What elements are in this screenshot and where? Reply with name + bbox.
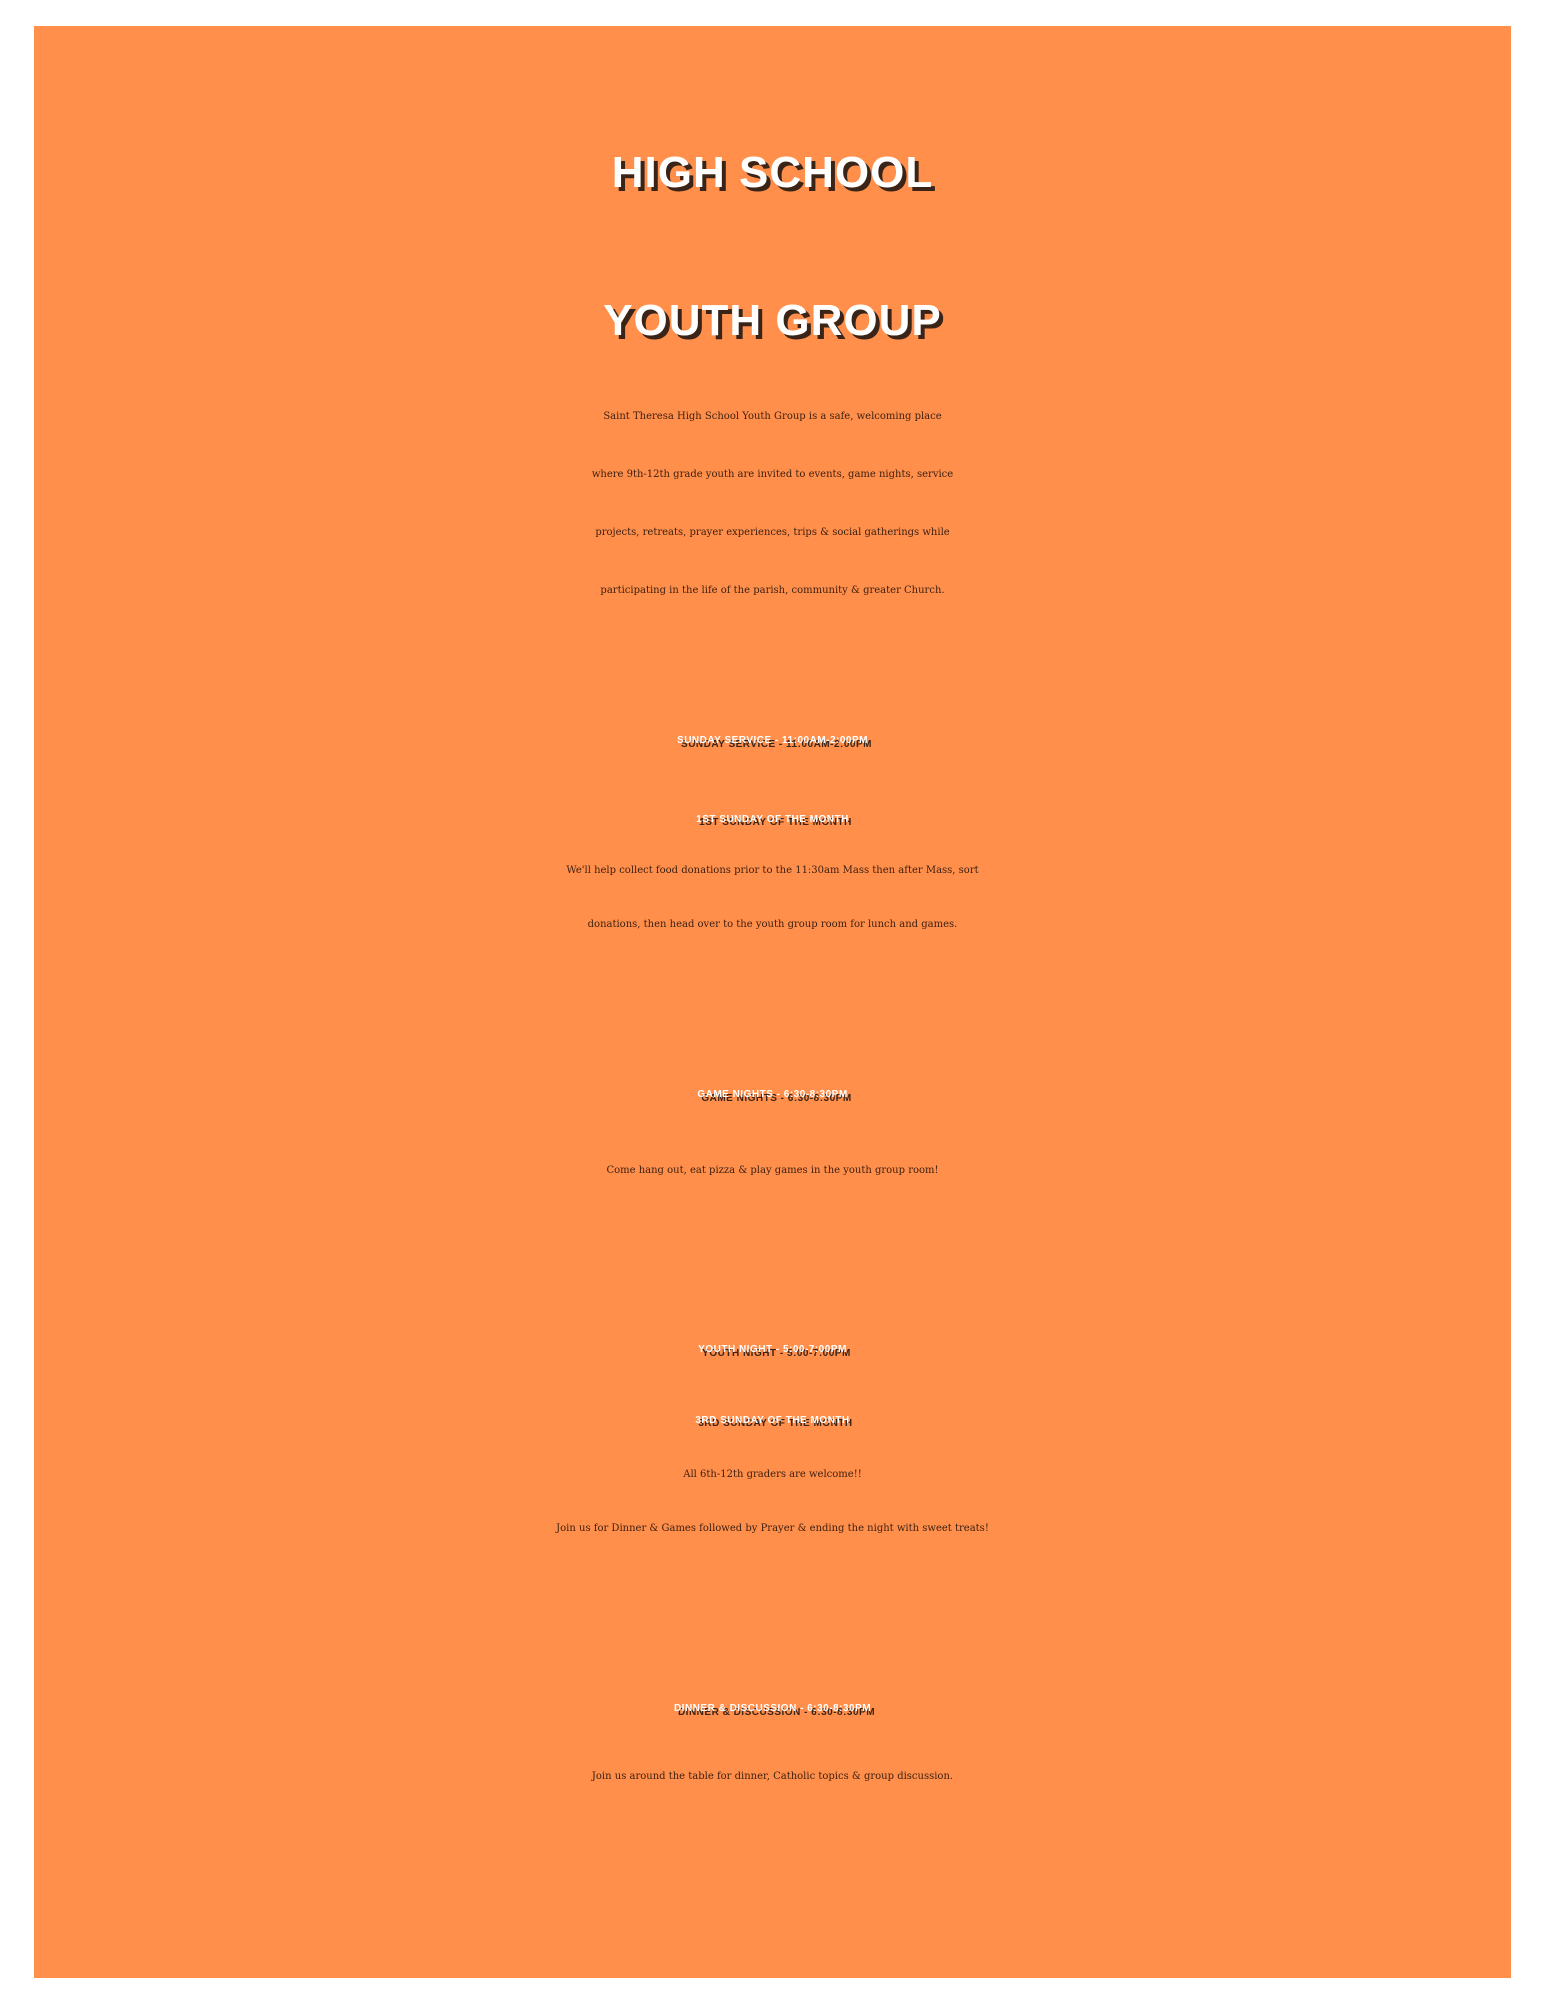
description-line: Join us around the table for dinner, Catholic topics & group discussion. [591,1771,954,1782]
title-line-2: YOUTH GROUP [603,296,942,345]
description-line: We'll help collect food donations prior to the 11:30am Mass then after Mass, sort [566,865,979,876]
description-line: donations, then head over to the youth group room for lunch and games. [587,919,958,930]
description-line: Join us for Dinner & Games followed by Prayer & ending the night with sweet treats! [556,1523,989,1534]
sunday-service-description [34,844,1511,952]
game-nights-description [34,1142,1511,1200]
youth-night-subtitle: 3RD SUNDAY OF THE MONTH [695,1415,850,1426]
intro-line: participating in the life of the parish, community & greater Church. [600,585,945,596]
dinner-discussion-title: DINNER & DISCUSSION - 6:30-8:30PM [673,1703,872,1714]
flyer [34,26,1511,1978]
dinner-discussion-description [34,1748,1511,1806]
youth-night-description [34,1448,1511,1556]
sunday-service-title: SUNDAY SERVICE - 11:00AM-2:00PM [677,735,868,746]
game-nights-title: GAME NIGHTS - 6:30-8:30PM [697,1089,848,1100]
intro-paragraph [34,388,1511,620]
youth-night-title: YOUTH NIGHT - 5:00-7:00PM [698,1344,847,1355]
title-line-1: HIGH SCHOOL [611,148,934,197]
intro-line: projects, retreats, prayer experiences, trips & social gatherings while [595,527,950,538]
description-line: All 6th-12th graders are welcome!! [683,1469,862,1480]
intro-line: Saint Theresa High School Youth Group is a safe, welcoming place [603,411,942,422]
sunday-service-subtitle: 1ST SUNDAY OF THE MONTH [696,814,849,825]
intro-line: where 9th-12th grade youth are invited to events, game nights, service [591,469,954,480]
description-line: Come hang out, eat pizza & play games in the youth group room! [606,1165,939,1176]
